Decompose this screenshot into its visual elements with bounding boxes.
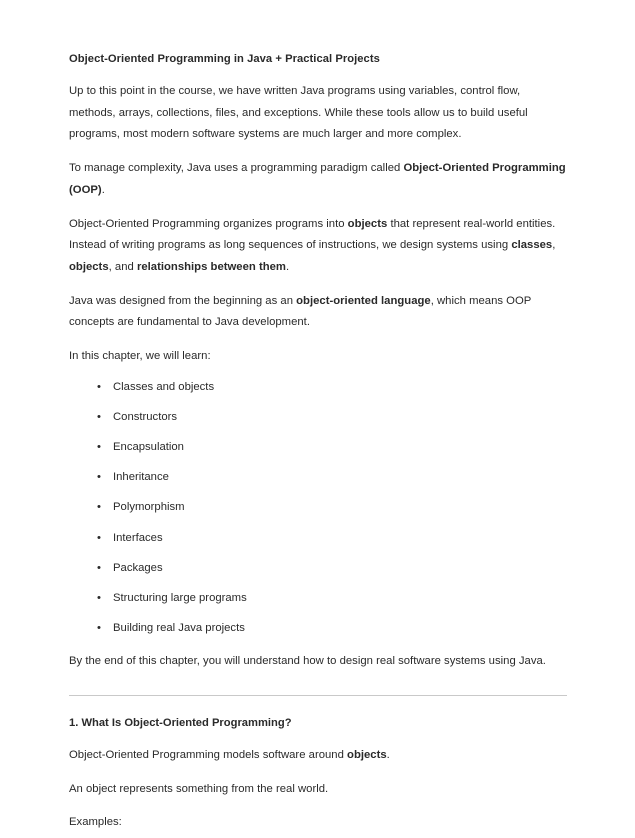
list-item-label: Inheritance bbox=[113, 471, 169, 484]
list-item bbox=[69, 410, 567, 425]
intro-paragraphs bbox=[69, 81, 567, 368]
text-run: Object-Oriented Programming organizes programs into bbox=[69, 217, 348, 230]
bullet-icon: • bbox=[97, 591, 101, 604]
paragraph bbox=[69, 346, 567, 368]
paragraph bbox=[69, 81, 567, 146]
paragraph bbox=[69, 651, 567, 673]
list-item-label: Interfaces bbox=[113, 531, 163, 544]
list-item bbox=[69, 561, 567, 576]
text-run: . bbox=[286, 260, 290, 273]
bold-text-run: objects bbox=[347, 217, 388, 230]
list-item-label: Structuring large programs bbox=[113, 591, 247, 604]
bullet-icon: • bbox=[97, 561, 101, 574]
text-run: that represent real-world entities. Instead of writing programs as long sequences of instructions, we design systems using bbox=[69, 217, 556, 252]
bullet-icon: • bbox=[97, 501, 101, 514]
bold-text-run: objects bbox=[347, 749, 387, 762]
list-item-label: Encapsulation bbox=[113, 441, 184, 454]
list-item-label: Classes and objects bbox=[113, 380, 215, 393]
text-run: , and bbox=[108, 260, 137, 273]
bullet-icon: • bbox=[97, 471, 101, 484]
list-item bbox=[69, 440, 567, 455]
bold-text-run: objects bbox=[69, 260, 109, 273]
text-run: Object-Oriented Programming models software around bbox=[69, 749, 348, 762]
list-item bbox=[69, 621, 567, 636]
paragraph bbox=[69, 291, 567, 334]
chapter-topics-list bbox=[69, 380, 567, 636]
bold-text-run: relationships between them bbox=[136, 260, 286, 273]
bullet-icon: • bbox=[97, 410, 101, 423]
list-item bbox=[69, 591, 567, 606]
paragraph bbox=[69, 779, 567, 801]
text-run: , bbox=[552, 239, 556, 252]
section-heading: 1. What Is Object-Oriented Programming? bbox=[69, 716, 292, 729]
bullet-icon: • bbox=[97, 380, 101, 393]
bold-text-run: classes bbox=[511, 239, 553, 252]
list-item-label: Constructors bbox=[113, 410, 178, 423]
text-run: Examples: bbox=[69, 816, 122, 829]
paragraph bbox=[69, 812, 567, 834]
text-run: , which means OOP concepts are fundamental to Java development. bbox=[69, 294, 532, 329]
text-run: An object represents something from the real world. bbox=[69, 782, 329, 795]
text-run: To manage complexity, Java uses a programming paradigm called bbox=[69, 162, 404, 175]
list-item bbox=[69, 380, 567, 395]
bold-text-run: Object-Oriented Programming (OOP) bbox=[69, 162, 566, 196]
text-run: In this chapter, we will learn: bbox=[69, 349, 211, 362]
text-run: . bbox=[386, 749, 390, 762]
document-title: Object-Oriented Programming in Java + Practical Projects bbox=[69, 53, 380, 65]
list-item bbox=[69, 500, 567, 515]
outro-paragraphs bbox=[69, 651, 567, 673]
text-run: Up to this point in the course, we have written Java programs using variables, control flow, methods, arrays, collections, files, and exceptions. While these tools allow us to build useful programs, most modern software systems are much larger and more complex. bbox=[69, 85, 528, 141]
list-item bbox=[69, 531, 567, 546]
section-paragraphs bbox=[69, 745, 567, 834]
bullet-icon: • bbox=[97, 441, 101, 454]
paragraph bbox=[69, 158, 567, 201]
section-divider bbox=[69, 695, 567, 696]
bullet-icon: • bbox=[97, 531, 101, 544]
text-run: . bbox=[101, 183, 105, 196]
paragraph bbox=[69, 745, 567, 767]
list-item-label: Building real Java projects bbox=[113, 622, 245, 635]
list-item-label: Packages bbox=[113, 561, 163, 574]
text-run: By the end of this chapter, you will understand how to design real software systems using Java. bbox=[69, 655, 546, 668]
text-run: Java was designed from the beginning as an bbox=[69, 294, 297, 307]
list-item-label: Polymorphism bbox=[113, 501, 185, 514]
list-item bbox=[69, 470, 567, 485]
paragraph bbox=[69, 214, 567, 279]
bold-text-run: object-oriented language bbox=[296, 294, 431, 307]
bullet-icon: • bbox=[97, 622, 101, 635]
